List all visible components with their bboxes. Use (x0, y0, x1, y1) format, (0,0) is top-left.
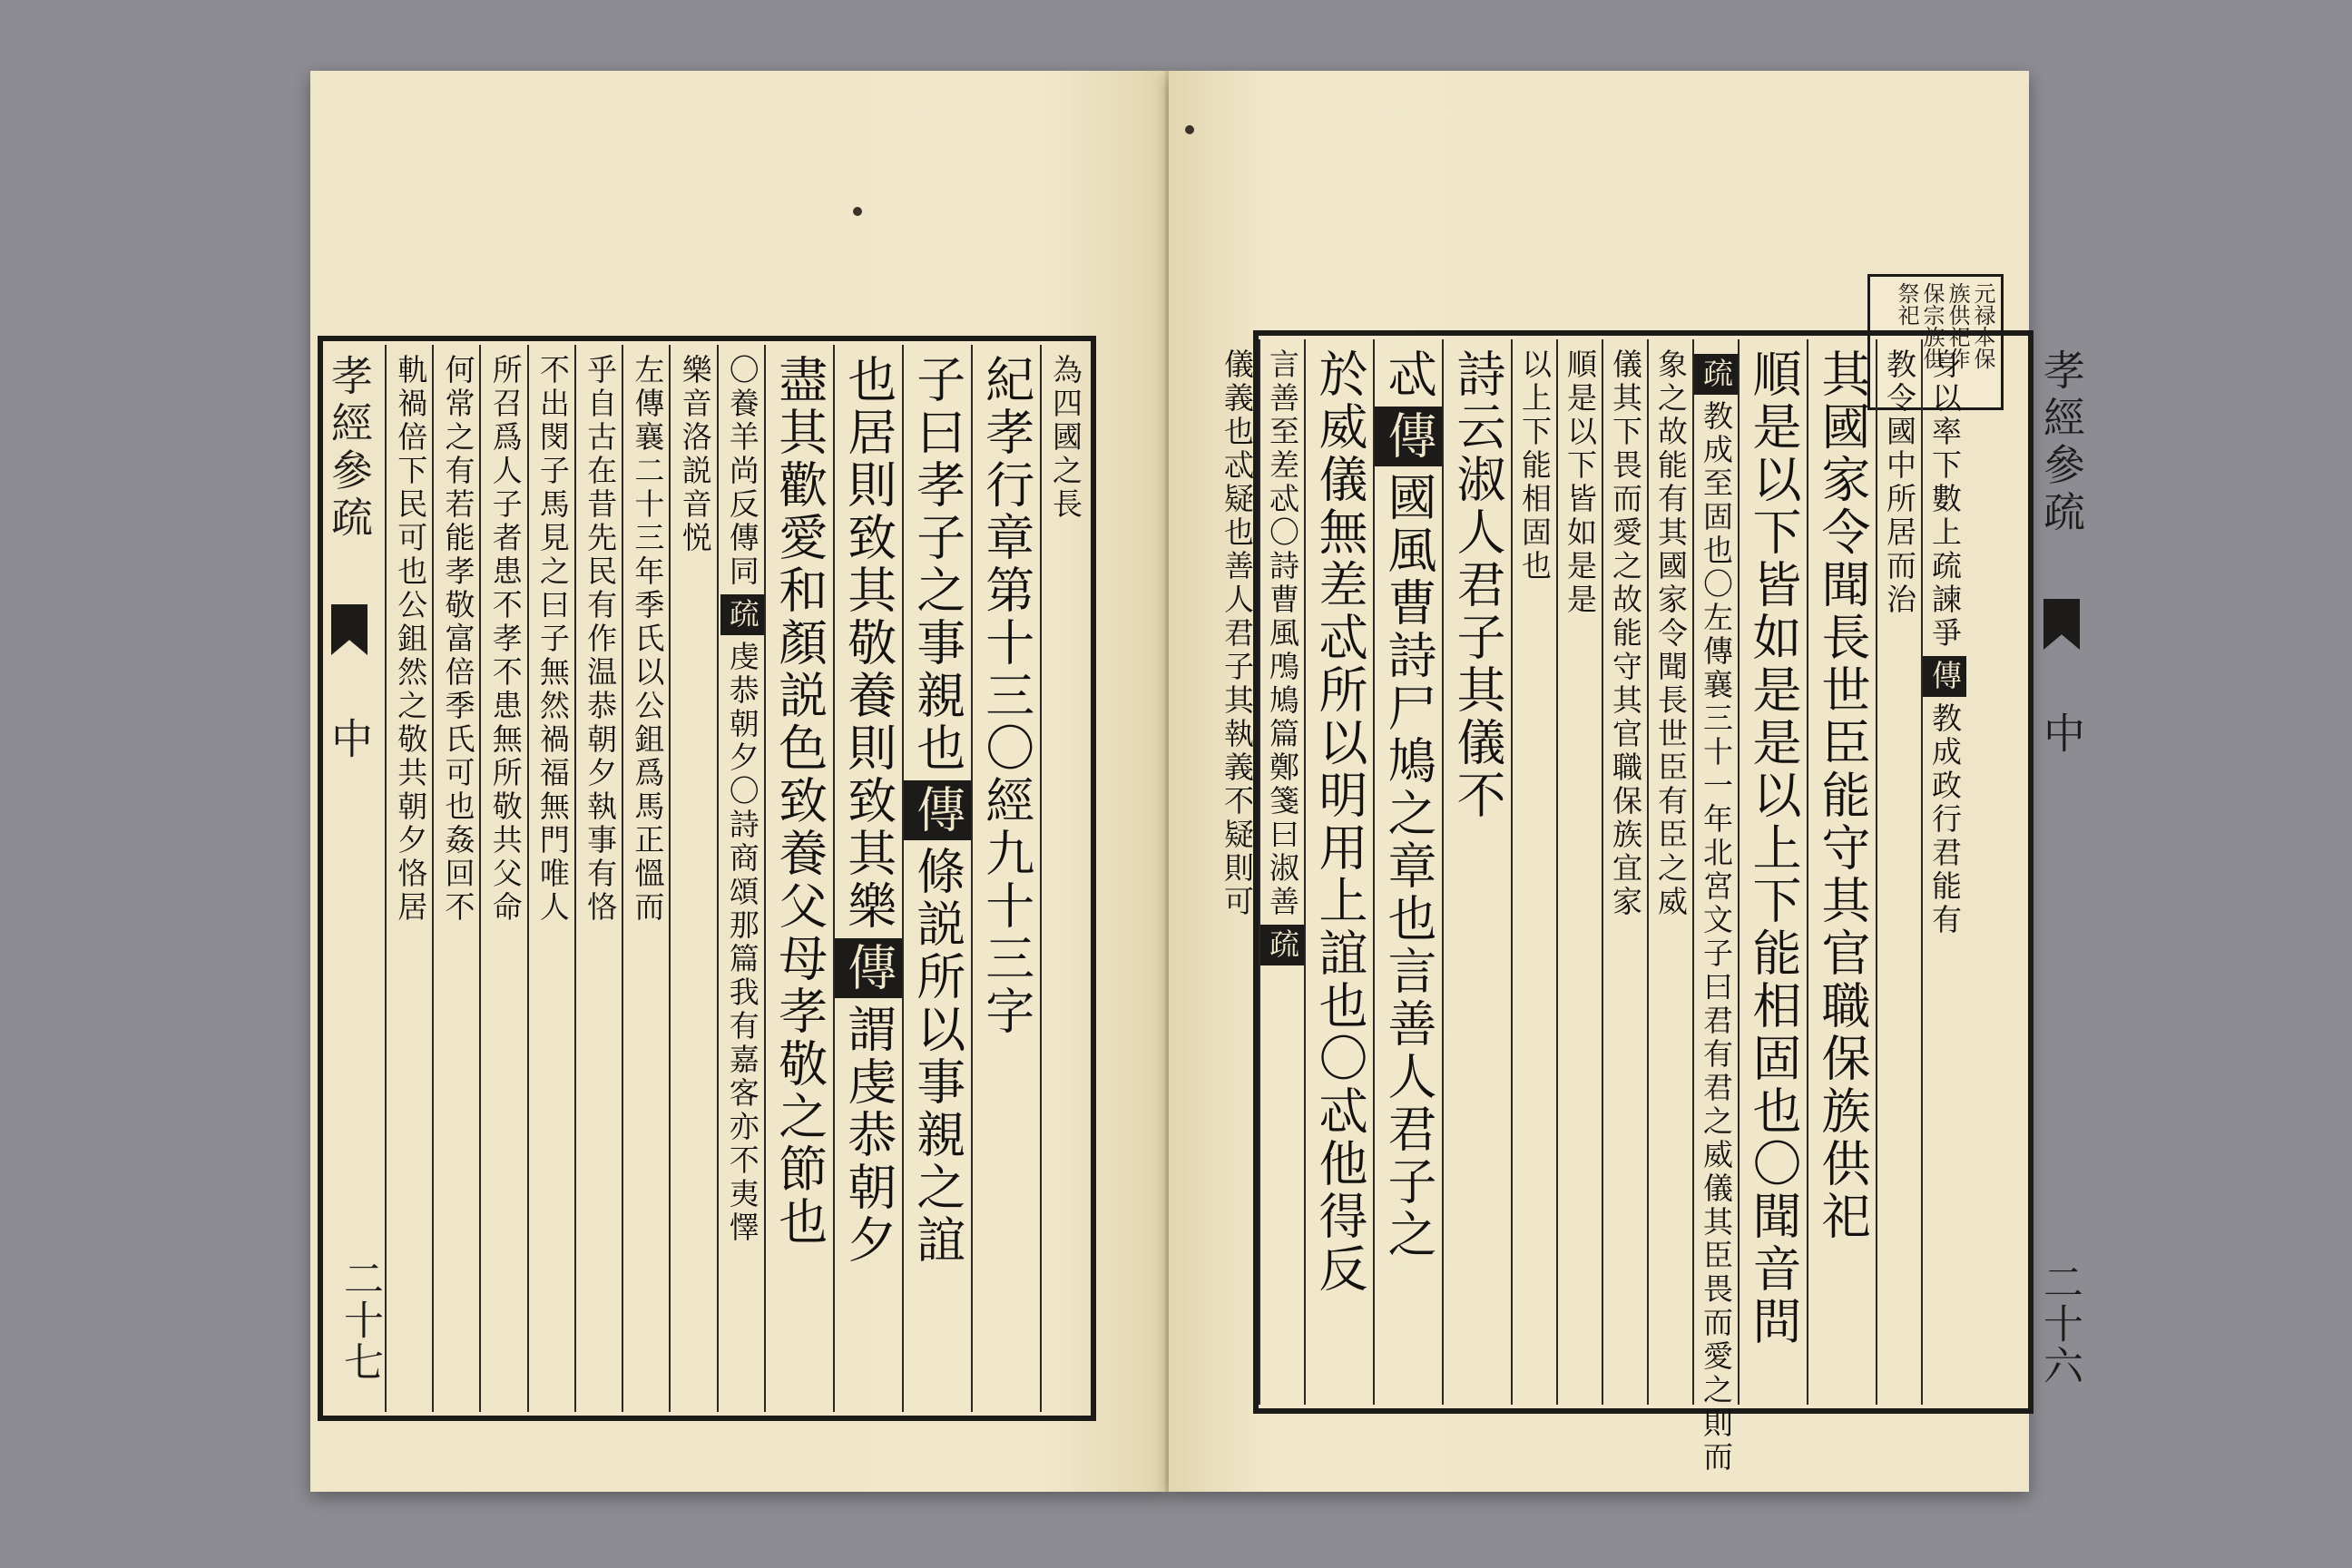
column-text: 為四國之長 (1048, 354, 1083, 522)
right-page-number: 二十六 (2036, 1261, 2082, 1387)
commentary-tag: 傳 (1375, 407, 1442, 466)
text-column (1876, 339, 1921, 1405)
hanshin-title: 孝經參疏 (325, 354, 374, 543)
text-column (432, 345, 479, 1412)
left-columns (327, 345, 1087, 1412)
commentary-tag: 疏 (1694, 354, 1738, 395)
right-text-frame (1220, 330, 2086, 1475)
column-tail-text: 教成政行君能有 (1927, 702, 1963, 937)
hanshin-spacer (1966, 339, 2024, 1405)
text-column (1556, 339, 1602, 1405)
hanshin-title: 孝經參疏 (2037, 348, 2086, 537)
text-column (1040, 345, 1087, 1412)
hanshin-volume: 中 (325, 717, 374, 764)
column-text: 何常之有若能孝敬富倍季氏可也姦回不 (440, 354, 476, 925)
left-page-number: 二十七 (337, 1258, 383, 1383)
stitch-hole (853, 207, 862, 216)
text-column (1259, 339, 1304, 1405)
text-column (971, 345, 1040, 1412)
text-column (1602, 339, 1647, 1405)
column-text: 身以率下數上疏諫爭 (1927, 348, 1963, 651)
text-column (1647, 339, 1692, 1405)
text-column (902, 345, 971, 1412)
text-column (1921, 339, 1966, 1405)
text-column (1511, 339, 1556, 1405)
left-hanshin (321, 341, 379, 1416)
column-tail-text: 國風曹詩尸鳩之章也言善人君子之 (1380, 472, 1437, 1261)
column-tail-text: 虔恭朝夕〇詩商頌那篇我有嘉客亦不夷懌 (724, 641, 760, 1245)
right-columns (1220, 339, 2024, 1475)
fish-tail-mark-icon (2043, 599, 2080, 650)
column-text: 〇養羊尚反傳同 (724, 354, 760, 589)
text-column (1373, 339, 1442, 1405)
text-column (833, 345, 902, 1412)
column-text: 儀義也忒疑也善人君子其執義不疑則可 (1220, 348, 1255, 919)
text-column (1738, 339, 1807, 1405)
column-text: 以上下能相固也 (1517, 348, 1553, 583)
column-text: 紀孝行章第十三〇經九十三字 (977, 354, 1035, 1038)
text-column (527, 345, 574, 1412)
text-column (385, 345, 432, 1412)
column-text: 樂音洛説音悦 (677, 354, 713, 555)
text-column (1442, 339, 1511, 1405)
left-text-frame (318, 336, 1096, 1421)
right-page (1169, 71, 2086, 1492)
note-line: 保宗族供 (1919, 282, 1945, 369)
column-text: 也居則致其敬養則致其樂 (839, 354, 897, 933)
text-column (1692, 339, 1738, 1475)
column-text: 其國家令聞長世臣能守其官職保族供祀 (1814, 348, 1871, 1243)
column-text: 言善至差忒〇詩曹風鳲鳩篇鄭箋曰淑善 (1265, 348, 1300, 919)
column-text: 子曰君有君之威儀其臣畏而愛之則而 (1699, 937, 1734, 1475)
column-text: 子曰孝子之事親也 (908, 354, 966, 775)
column-text: 順是以下皆如是是 (1563, 348, 1598, 617)
column-text: 不出閔子馬見之曰子無然禍福無門唯人 (534, 354, 571, 925)
hanshin-volume: 中 (2037, 711, 2086, 759)
text-column (574, 345, 622, 1412)
column-text: 所召爲人子者患不孝不患無所敬共父命 (487, 354, 524, 925)
column-text: 象之故能有其國家令聞長世臣有臣之威 (1653, 348, 1689, 919)
column-text: 盡其歡愛和顏説色致養父母孝敬之節也 (770, 354, 828, 1249)
column-lead-text: 教成至固也〇左傳襄三十一年北宮文 (1699, 400, 1734, 937)
stitch-hole (1185, 125, 1194, 134)
commentary-tag: 傳 (1923, 656, 1966, 697)
text-column (1304, 339, 1373, 1405)
column-text: 軌禍倍下民可也公鉏然之敬共朝夕恪居 (393, 354, 429, 925)
note-line: 祭祀 (1894, 282, 1919, 326)
column-text: 順是以下皆如是是以上下能相固也〇聞音問 (1745, 348, 1802, 1348)
text-column (669, 345, 716, 1412)
note-line: 元禄本保 (1970, 282, 1995, 369)
column-text: 乎自古在昔先民有作温恭朝夕執事有恪 (583, 354, 619, 925)
column-text: 儀其下畏而愛之故能守其官職保族宜家 (1608, 348, 1643, 919)
column-tail-text: 謂虔恭朝夕 (839, 1004, 897, 1267)
text-column (1807, 339, 1876, 1405)
text-column (622, 345, 669, 1412)
column-text: 忒 (1380, 348, 1437, 401)
column-text: 詩云淑人君子其儀不 (1449, 348, 1506, 822)
column-text: 左傳襄二十三年季氏以公鉏爲馬正慍而 (630, 354, 666, 925)
left-page (310, 71, 1167, 1492)
commentary-tag: 疏 (720, 594, 764, 635)
fish-tail-mark-icon (331, 604, 368, 655)
commentary-tag: 傳 (835, 938, 902, 998)
text-column (1215, 339, 1259, 1405)
text-column (764, 345, 833, 1412)
commentary-tag: 傳 (904, 780, 971, 840)
note-line: 族供祀作 (1945, 282, 1970, 369)
column-text: 於威儀無差忒所以明用上誼也〇忒他得反 (1311, 348, 1368, 1296)
column-text: 教令國中所居而治 (1882, 348, 1917, 617)
commentary-tag: 疏 (1260, 925, 1304, 965)
column-tail-text: 條説所以事親之誼 (908, 846, 966, 1267)
text-column (479, 345, 526, 1412)
text-column (717, 345, 764, 1412)
right-hanshin (2034, 336, 2092, 1408)
